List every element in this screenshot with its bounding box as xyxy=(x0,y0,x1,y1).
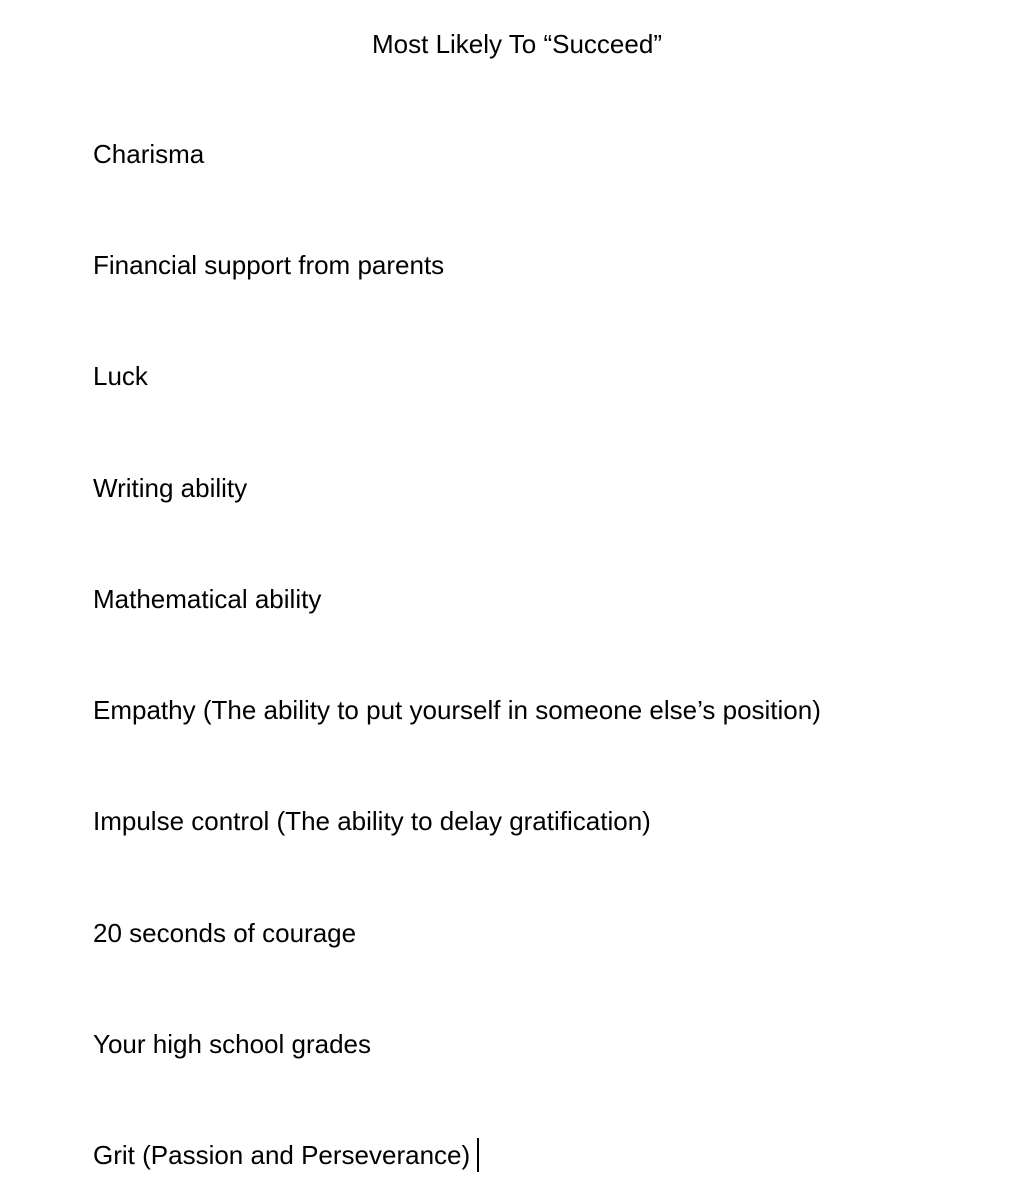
list-item: Empathy (The ability to put yourself in someone else’s position) xyxy=(93,695,821,725)
list-item: Your high school grades xyxy=(93,1029,372,1059)
text-cursor xyxy=(477,1138,479,1172)
list-item: Grit (Passion and Perseverance) xyxy=(93,1140,471,1170)
list-item: Impulse control (The ability to delay gratification) xyxy=(93,806,651,836)
list-item: 20 seconds of courage xyxy=(93,918,357,948)
list-item: Mathematical ability xyxy=(93,584,322,614)
document-title: Most Likely To “Succeed” xyxy=(372,29,662,59)
list-item: Financial support from parents xyxy=(93,250,445,280)
list-item: Luck xyxy=(93,361,148,391)
list-item: Charisma xyxy=(93,139,205,169)
list-item: Writing ability xyxy=(93,473,248,503)
